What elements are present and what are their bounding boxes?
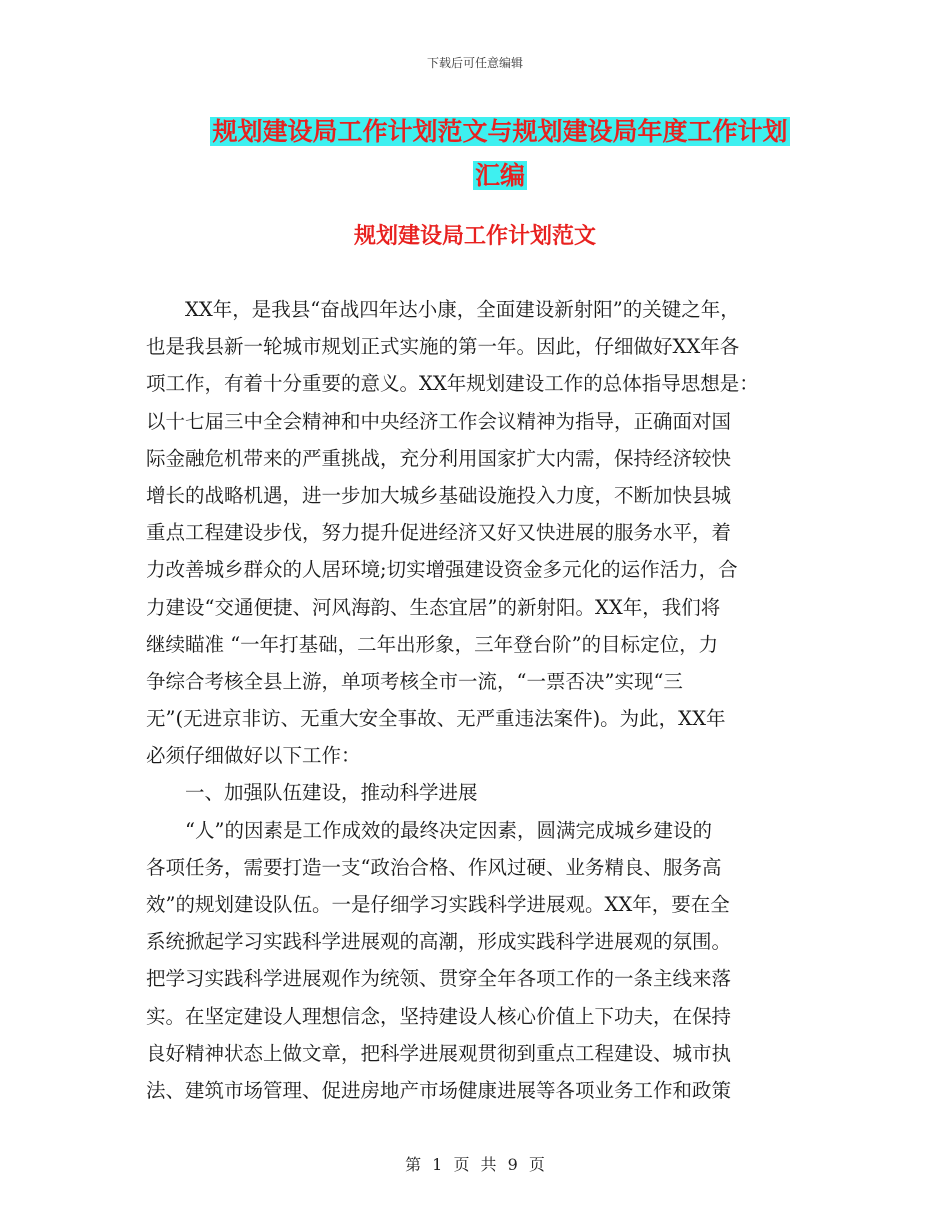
paragraph-line: 各项任务，需要打造一支“政治合格、作风过硬、业务精良、服务高 [146,855,722,879]
section-title: 规划建设局工作计划范文 [353,223,596,249]
paragraph-line: 争综合考核全县上游，单项考核全市一流，“一票否决”实现“三 [146,669,683,693]
paragraph-line: “人”的因素是工作成效的最终决定因素，圆满完成城乡建设的 [146,818,712,842]
paragraph-line: 实。在坚定建设人理想信念，坚持建设人核心价值上下功夫，在保持 [146,1004,732,1028]
paragraph-line: 也是我县新一轮城市规划正式实施的第一年。因此，仔细做好XX年各 [146,335,740,359]
paragraph-line: XX年，是我县“奋战四年达小康，全面建设新射阳”的关键之年， [146,298,740,321]
page-header: 下载后可任意编辑 [426,56,523,70]
paragraph-line: 把学习实践科学进展观作为统领、贯穿全年各项工作的一条主线来落 [146,967,732,991]
document-title [140,110,860,198]
paragraph-line: 必须仔细做好以下工作： [146,744,361,768]
title-line-1: 规划建设局工作计划范文与规划建设局年度工作计划 [212,117,788,146]
paragraph-line: 力改善城乡群众的人居环境;切实增强建设资金多元化的运作活力，合 [146,558,738,582]
paragraph-line: 项工作，有着十分重要的意义。XX年规划建设工作的总体指导思想是： [146,372,759,396]
paragraph-line: 以十七届三中全会精神和中央经济工作会议精神为指导，正确面对国 [146,409,732,433]
paragraph-line: 继续瞄准 “一年打基础，二年出形象，三年登台阶”的目标定位，力 [146,632,719,656]
paragraph-line: 系统掀起学习实践科学进展观的高潮，形成实践科学进展观的氛围。 [146,930,732,954]
body-text [146,291,806,1109]
section-heading: 一、加强队伍建设，推动科学进展 [146,781,478,805]
paragraph-line: 法、建筑市场管理、促进房地产市场健康进展等各项业务工作和政策 [146,1078,732,1102]
paragraph-line: 力建设“交通便捷、河风海韵、生态宜居”的新射阳。XX年，我们将 [146,595,721,619]
title-line-2: 汇编 [474,161,525,190]
paragraph-line: 重点工程建设步伐，努力提升促进经济又好又快进展的服务水平，着 [146,521,732,545]
paragraph-line: 效”的规划建设队伍。一是仔细学习实践科学进展观。XX年，要在全 [146,893,730,916]
paragraph-line: 际金融危机带来的严重挑战，充分利用国家扩大内需，保持经济较快 [146,446,732,470]
paragraph-line: 良好精神状态上做文章，把科学进展观贯彻到重点工程建设、城市执 [146,1041,732,1065]
paragraph-line: 增长的战略机遇，进一步加大城乡基础设施投入力度，不断加快县城 [146,483,732,507]
page-footer: 第 1 页 共 9 页 [405,1155,545,1174]
paragraph-line: 无”(无进京非访、无重大安全事故、无严重违法案件)。为此，XX年 [146,707,726,731]
